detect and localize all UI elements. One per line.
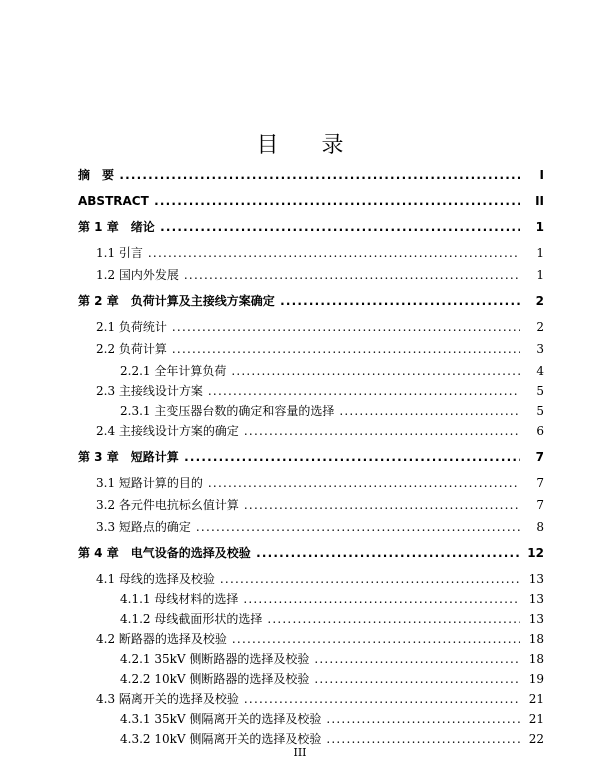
toc-entry-page: 2 (522, 320, 544, 334)
toc-entry-section-3-2[interactable] (78, 498, 544, 520)
toc-entry-section-2-2[interactable] (78, 342, 544, 364)
toc-entry-section-4-1-2[interactable] (78, 612, 544, 632)
toc-entry-page: 7 (522, 498, 544, 512)
toc-entry-text: 4.1.2 母线截面形状的选择 ..... (120, 612, 520, 626)
toc-entry-page: 5 (522, 404, 544, 418)
toc-entry-section-4-2-2[interactable] (78, 672, 544, 692)
toc-entry-page: 13 (522, 612, 544, 626)
toc-entry-page: 1 (522, 246, 544, 260)
toc-entry-section-2-3[interactable] (78, 384, 544, 404)
toc-entry-section-1-1[interactable] (78, 246, 544, 268)
toc-entry-section-2-3-1[interactable] (78, 404, 544, 424)
toc-entry-section-2-2-1[interactable] (78, 364, 544, 384)
toc-entry-text: 4.3 隔离开关的选择及校验 ..... (96, 692, 520, 706)
toc-entry-text: 3.1 短路计算的目的 ..... (96, 476, 520, 490)
toc-entry-abstract-en[interactable] (78, 194, 544, 216)
toc-entry-page: 7 (522, 476, 544, 490)
page-number: III (293, 746, 307, 759)
toc-entry-text: 1.2 国内外发展 ..... (96, 268, 520, 282)
toc-entry-text: 1.1 引言 ..... (96, 246, 520, 260)
toc-entry-page: 22 (522, 732, 544, 746)
toc-entry-page: 5 (522, 384, 544, 398)
toc-title: 目 录 (256, 133, 362, 158)
toc-entry-text: 4.1.1 母线材料的选择 ..... (120, 592, 520, 606)
toc-entry-text: 4.2.2 10kV 侧断路器的选择及校验 ..... (120, 672, 520, 686)
toc-entry-section-4-1[interactable] (78, 572, 544, 592)
toc-entry-text: 2.1 负荷统计 ..... (96, 320, 520, 334)
toc-entry-page: 8 (522, 520, 544, 534)
toc-entry-page: 19 (522, 672, 544, 686)
toc-entry-page: 18 (522, 652, 544, 666)
toc-entry-page: 2 (522, 294, 544, 308)
toc-entry-text: 3.3 短路点的确定 ..... (96, 520, 520, 534)
toc-entry-text: 第 2 章 负荷计算及主接线方案确定 ..... (78, 294, 520, 308)
toc-entry-section-4-1-1[interactable] (78, 592, 544, 612)
toc-entry-page: 13 (522, 572, 544, 586)
toc-entry-text: 4.3.1 35kV 侧隔离开关的选择及校验 ..... (120, 712, 520, 726)
toc-entry-section-4-3[interactable] (78, 692, 544, 712)
toc-entry-page: 21 (522, 692, 544, 706)
toc-entry-page: I (522, 168, 544, 182)
toc-entry-text: 第 4 章 电气设备的选择及校验 ..... (78, 546, 520, 560)
toc-entry-section-1-2[interactable] (78, 268, 544, 290)
toc-entry-page: 18 (522, 632, 544, 646)
toc-entry-text: 4.1 母线的选择及校验 ..... (96, 572, 520, 586)
toc-entry-text: 摘 要 ..... (78, 168, 520, 182)
toc-entry-page: 3 (522, 342, 544, 356)
toc-entry-text: 2.3.1 主变压器台数的确定和容量的选择 ..... (120, 404, 520, 418)
toc-entry-page: II (522, 194, 544, 208)
toc-entry-text: 3.2 各元件电抗标幺值计算 ..... (96, 498, 520, 512)
toc-entry-text: 第 1 章 绪论 ..... (78, 220, 520, 234)
toc-entry-abstract-cn[interactable] (78, 168, 544, 190)
toc-entry-page: 6 (522, 424, 544, 438)
toc-entry-page: 21 (522, 712, 544, 726)
toc-entry-text: 4.2 断路器的选择及校验 ..... (96, 632, 520, 646)
toc-entry-chapter-2[interactable] (78, 294, 544, 316)
toc-entry-section-2-4[interactable] (78, 424, 544, 446)
toc-entry-chapter-3[interactable] (78, 450, 544, 472)
toc-entry-section-2-1[interactable] (78, 320, 544, 342)
toc-entry-section-3-1[interactable] (78, 476, 544, 498)
toc-entry-page: 13 (522, 592, 544, 606)
toc-entry-page: 7 (522, 450, 544, 464)
toc-entry-section-4-2[interactable] (78, 632, 544, 652)
toc-entry-section-3-3[interactable] (78, 520, 544, 542)
toc-entry-chapter-4[interactable] (78, 546, 544, 568)
toc-entry-section-4-2-1[interactable] (78, 652, 544, 672)
toc-entry-text: 2.4 主接线设计方案的确定 ..... (96, 424, 520, 438)
toc-entry-text: 4.3.2 10kV 侧隔离开关的选择及校验 ..... (120, 732, 520, 746)
toc-entry-text: 2.2.1 全年计算负荷 ..... (120, 364, 520, 378)
toc-entry-page: 1 (522, 220, 544, 234)
toc-entry-text: 2.2 负荷计算 ..... (96, 342, 520, 356)
toc-entry-text: ABSTRACT ..... (78, 194, 520, 208)
table-of-contents (78, 168, 544, 752)
toc-entry-text: 2.3 主接线设计方案 ..... (96, 384, 520, 398)
toc-entry-text: 第 3 章 短路计算 ..... (78, 450, 520, 464)
toc-entry-section-4-3-1[interactable] (78, 712, 544, 732)
toc-entry-page: 1 (522, 268, 544, 282)
toc-entry-chapter-1[interactable] (78, 220, 544, 242)
toc-entry-page: 12 (522, 546, 544, 560)
toc-entry-text: 4.2.1 35kV 侧断路器的选择及校验 ..... (120, 652, 520, 666)
toc-entry-page: 4 (522, 364, 544, 378)
